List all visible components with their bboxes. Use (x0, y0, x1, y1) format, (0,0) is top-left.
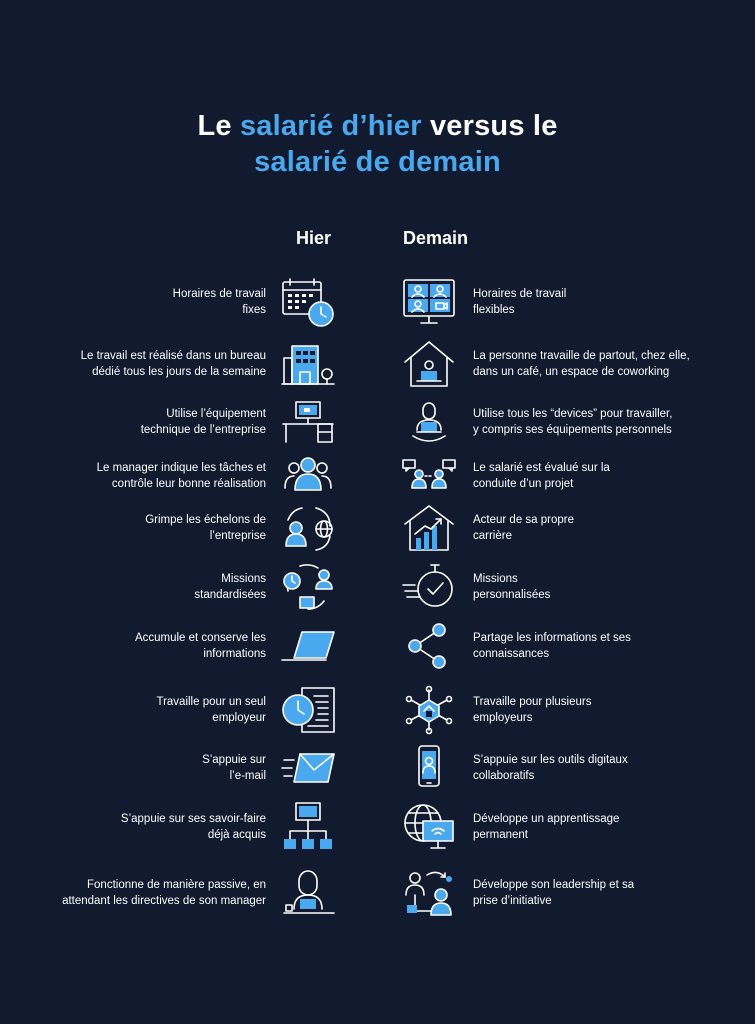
smartphone-user-icon (401, 742, 457, 794)
share-icon (401, 620, 457, 672)
cycle-clock-icon (280, 561, 336, 613)
email-icon (280, 742, 336, 794)
comparison-row (0, 272, 755, 332)
column-header-hier: Hier (296, 228, 332, 248)
comparison-row (0, 334, 755, 394)
demain-text: S’appuie sur les outils digitaux collaboratifs (473, 754, 628, 782)
hier-text: Le travail est réalisé dans un bureau dédié tous les jours de la semaine (80, 350, 266, 378)
network-house-icon (401, 684, 457, 736)
comparison-row (0, 557, 755, 617)
video-conference-icon (401, 276, 457, 328)
hier-text: S’appuie sur l’e-mail (202, 754, 266, 782)
house-growth-icon (401, 502, 457, 554)
comparison-row (0, 680, 755, 740)
stopwatch-check-icon (401, 561, 457, 613)
comparison-row (0, 616, 755, 676)
title-part-3: versus le (421, 110, 558, 142)
hier-text: Missions standardisées (194, 573, 266, 601)
hier-text: Grimpe les échelons de l’entreprise (145, 514, 266, 542)
hier-text: Horaires de travail fixes (172, 288, 266, 316)
demain-text: Travaille pour plusieurs employeurs (473, 696, 592, 724)
demain-text: La personne travaille de partout, chez elle, dans un café, un espace de coworking (473, 350, 690, 378)
globe-monitor-icon (401, 801, 457, 853)
title-line-2: salarié de demain (254, 146, 501, 178)
demain-text: Développe son leadership et sa prise d’initiative (473, 879, 635, 907)
demain-text: Utilise tous les “devices” pour travailler, y compris ses équipements personnels (473, 408, 673, 436)
comparison-row (0, 797, 755, 857)
title-part-2: salarié d’hier (239, 110, 422, 142)
person-desk-icon (280, 867, 336, 919)
hier-text: Fonctionne de manière passive, en attendant les directives de son manager (62, 879, 266, 907)
home-laptop-icon (401, 338, 457, 390)
office-building-icon (280, 338, 336, 390)
comparison-row (0, 863, 755, 923)
clock-document-icon (280, 684, 336, 736)
chat-people-icon (401, 450, 457, 502)
leader-team-icon (401, 867, 457, 919)
title-part-1: Le (197, 110, 240, 142)
demain-text: Le salarié est évalué sur la conduite d’un projet (473, 462, 610, 490)
person-laptop-icon (401, 396, 457, 448)
person-globe-icon (280, 502, 336, 554)
comparison-row (0, 446, 755, 506)
comparison-row (0, 738, 755, 798)
calendar-clock-icon (280, 276, 336, 328)
hier-text: Accumule et conserve les informations (134, 632, 266, 660)
demain-text: Partage les informations et ses connaissances (473, 632, 631, 660)
comparison-row (0, 498, 755, 558)
demain-text: Horaires de travail flexibles (473, 288, 567, 316)
laptop-icon (280, 620, 336, 672)
hier-text: Utilise l’équipement technique de l’entreprise (140, 408, 266, 436)
monitor-hierarchy-icon (280, 801, 336, 853)
comparison-row (0, 392, 755, 452)
desk-computer-icon (280, 396, 336, 448)
demain-text: Développe un apprentissage permanent (473, 813, 620, 841)
team-icon (280, 450, 336, 502)
column-header-demain: Demain (403, 228, 469, 248)
hier-text: Travaille pour un seul employeur (156, 696, 266, 724)
demain-text: Missions personnalisées (473, 573, 551, 601)
hier-text: S’appuie sur ses savoir-faire déjà acquis (120, 813, 266, 841)
demain-text: Acteur de sa propre carrière (473, 514, 575, 542)
hier-text: Le manager indique les tâches et contrôle leur bonne réalisation (96, 462, 266, 490)
